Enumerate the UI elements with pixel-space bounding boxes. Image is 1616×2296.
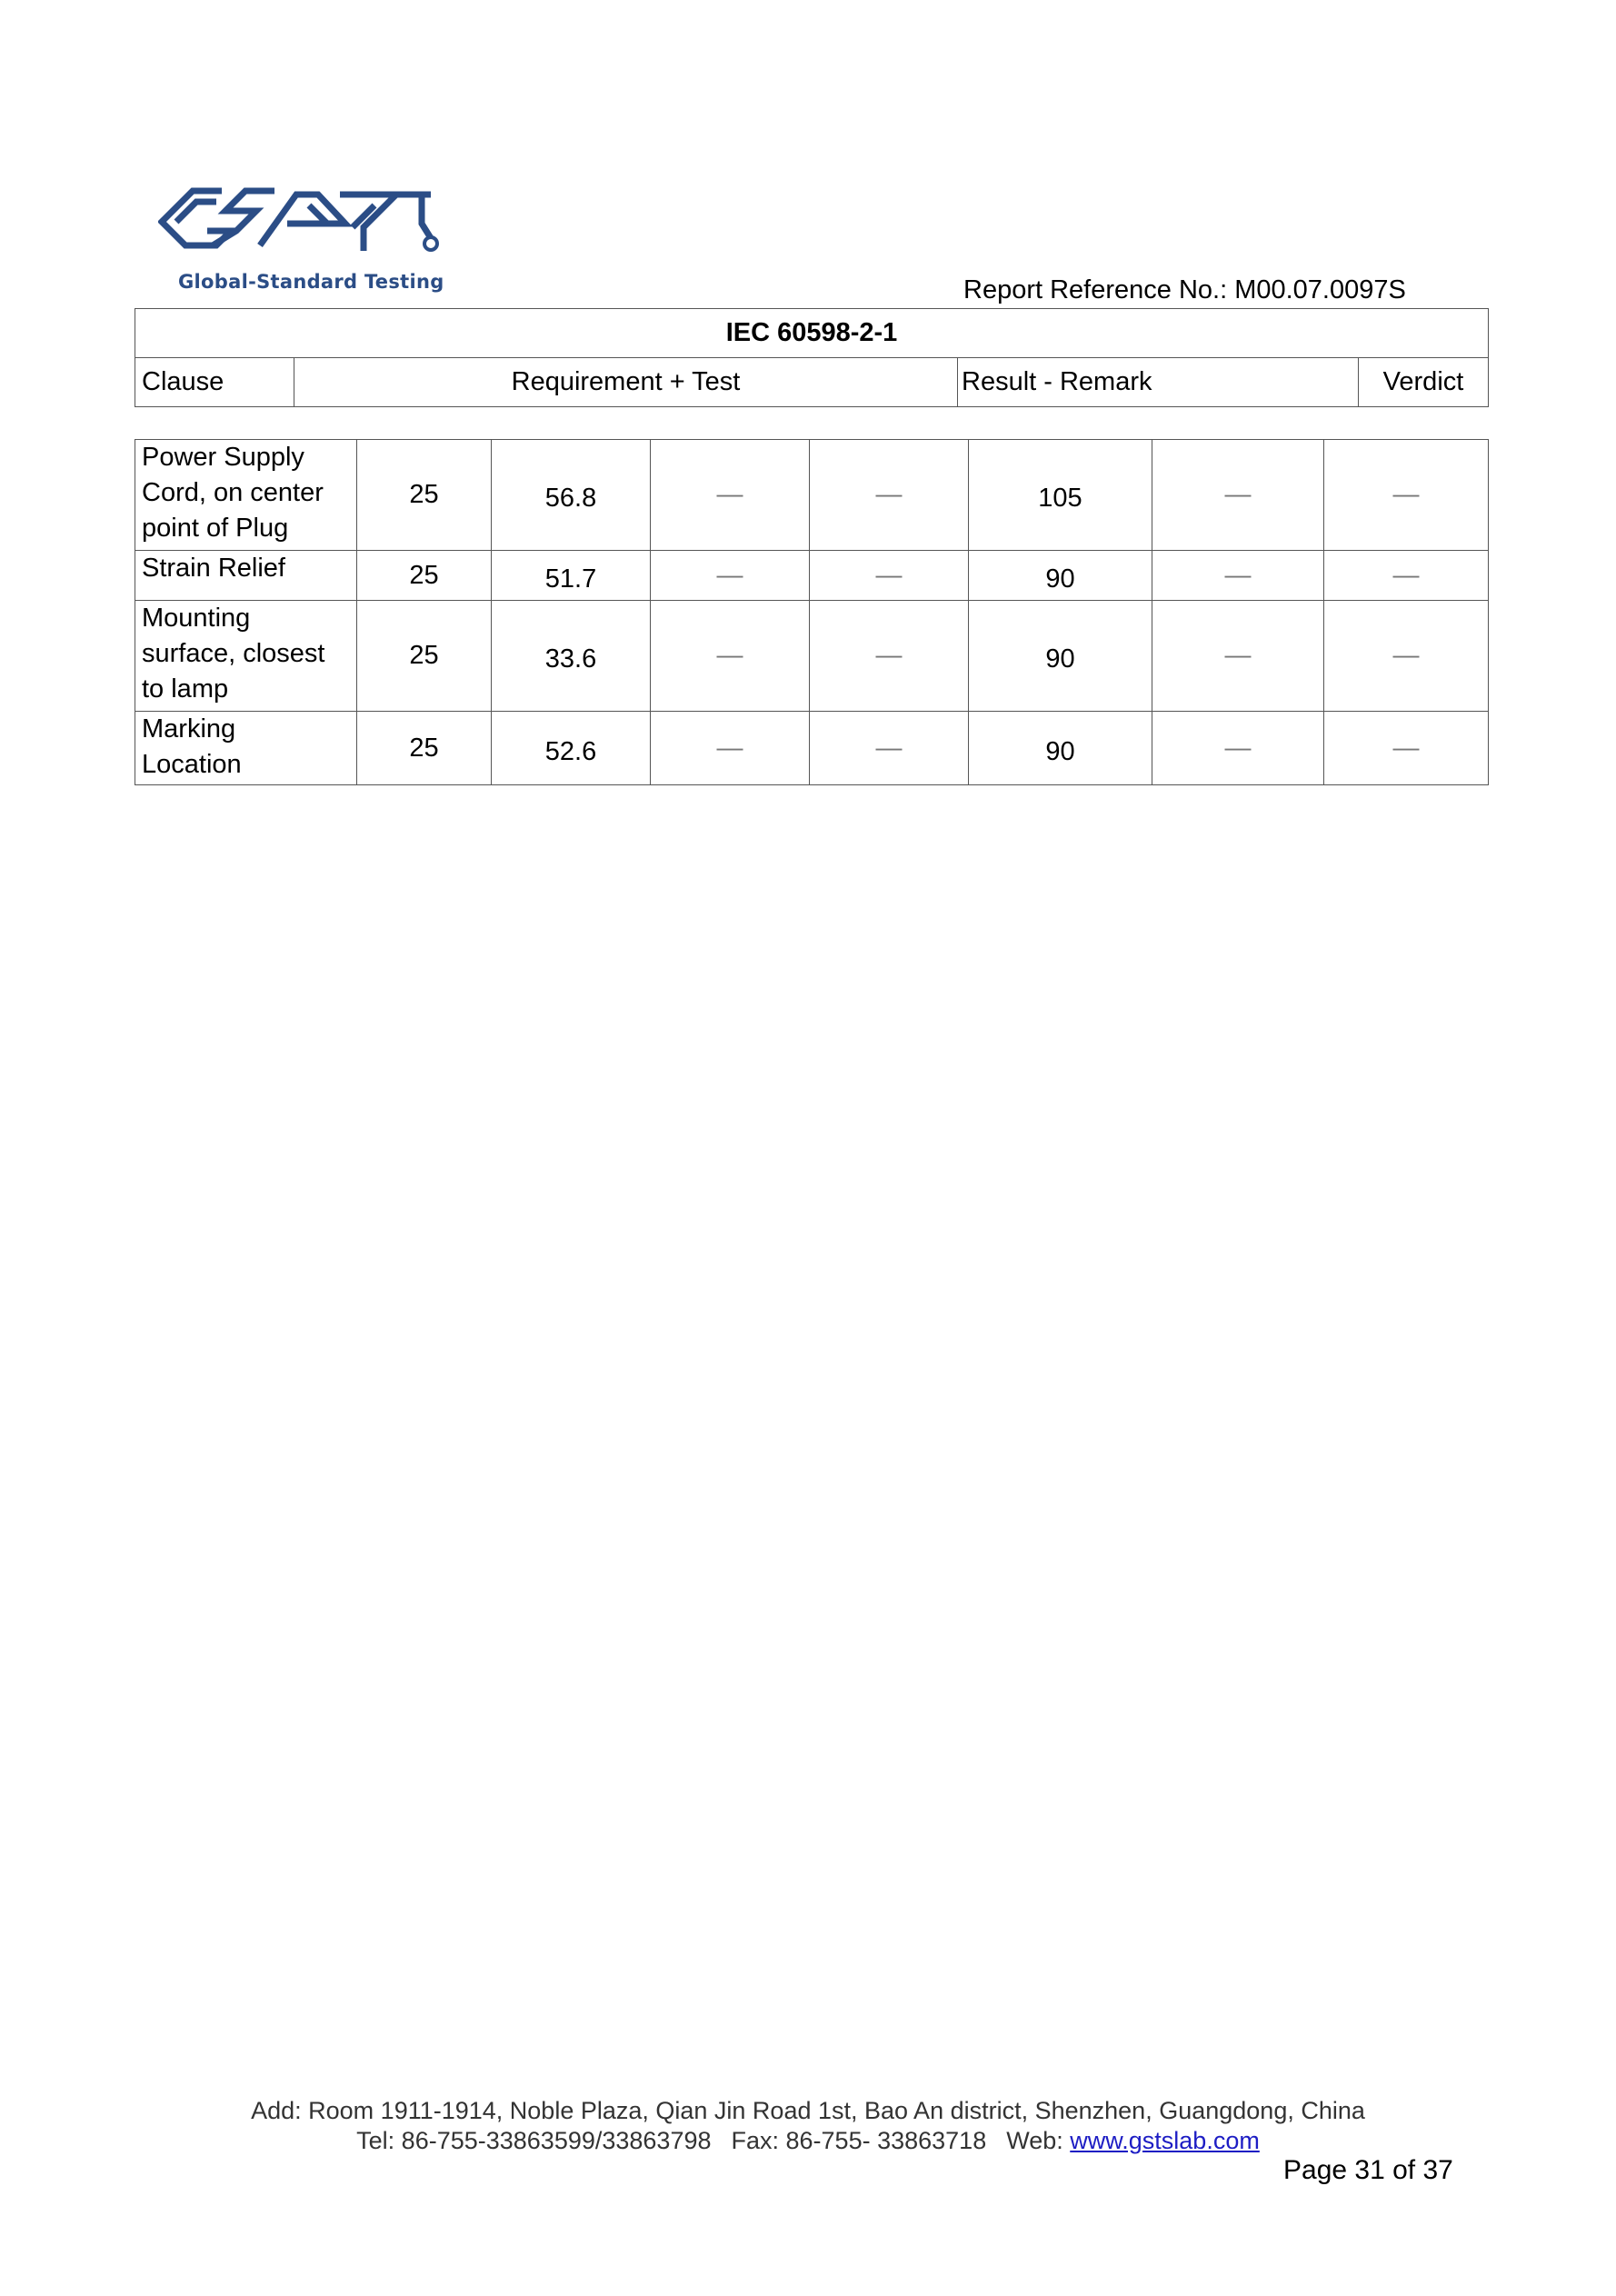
location-line: Location — [142, 750, 242, 779]
temperature-table — [135, 439, 1489, 785]
empty-value-cell: — — [810, 551, 969, 601]
value-cell: 51.7 — [492, 551, 651, 601]
value-cell: 25 — [357, 440, 492, 551]
limit-cell: 90 — [969, 712, 1152, 785]
empty-value-cell: — — [1152, 440, 1324, 551]
column-header-requirement: Requirement + Test — [294, 358, 958, 407]
report-reference: Report Reference No.: M00.07.0097S — [963, 275, 1406, 304]
footer-contact — [0, 2127, 1616, 2155]
empty-value-cell: — — [651, 551, 810, 601]
location-line: Power Supply — [142, 443, 304, 472]
empty-value-cell: — — [810, 712, 969, 785]
gst-logo-icon — [158, 187, 449, 278]
value-cell: 25 — [357, 551, 492, 601]
location-line: point of Plug — [142, 514, 289, 543]
standard-header-table — [135, 308, 1489, 407]
column-header-clause: Clause — [135, 358, 294, 407]
footer-tel: Tel: 86-755-33863599/33863798 — [356, 2127, 712, 2154]
limit-cell: 105 — [969, 440, 1152, 551]
value-cell: 25 — [357, 712, 492, 785]
value-cell: 56.8 — [492, 440, 651, 551]
table-row — [135, 440, 1489, 551]
location-line: surface, closest — [142, 639, 325, 668]
empty-value-cell: — — [1324, 440, 1489, 551]
limit-cell: 90 — [969, 601, 1152, 712]
location-line: Mounting — [142, 604, 251, 633]
location-cell — [135, 601, 357, 712]
location-line: Marking — [142, 714, 236, 744]
table-row — [135, 551, 1489, 601]
value-cell: 52.6 — [492, 712, 651, 785]
page-number: Page 31 of 37 — [1283, 2155, 1453, 2185]
empty-value-cell: — — [1324, 712, 1489, 785]
column-header-verdict: Verdict — [1359, 358, 1489, 407]
website-link[interactable]: www.gstslab.com — [1070, 2127, 1260, 2154]
empty-value-cell: — — [810, 601, 969, 712]
empty-value-cell: — — [1152, 712, 1324, 785]
location-line: Cord, on center — [142, 478, 324, 507]
company-logo — [158, 187, 449, 300]
location-line: Strain Relief — [142, 554, 285, 583]
footer-address: Add: Room 1911-1914, Noble Plaza, Qian Jin Road 1st, Bao An district, Shenzhen, Guangdong, China — [251, 2097, 1365, 2124]
empty-value-cell: — — [1152, 601, 1324, 712]
empty-value-cell: — — [651, 440, 810, 551]
empty-value-cell: — — [651, 601, 810, 712]
table-row — [135, 601, 1489, 712]
location-cell — [135, 551, 357, 601]
value-cell: 25 — [357, 601, 492, 712]
empty-value-cell: — — [1324, 601, 1489, 712]
value-cell: 33.6 — [492, 601, 651, 712]
empty-value-cell: — — [1324, 551, 1489, 601]
column-header-row — [135, 358, 1489, 407]
footer-web-label: Web: — [1006, 2127, 1063, 2154]
location-line: to lamp — [142, 674, 229, 704]
column-header-result: Result - Remark — [958, 358, 1359, 407]
logo-caption: Global-Standard Testing — [178, 271, 444, 293]
empty-value-cell: — — [1152, 551, 1324, 601]
location-cell — [135, 712, 357, 785]
footer-fax: Fax: 86-755- 33863718 — [731, 2127, 987, 2154]
standard-title: IEC 60598-2-1 — [135, 309, 1489, 358]
empty-value-cell: — — [651, 712, 810, 785]
limit-cell: 90 — [969, 551, 1152, 601]
table-row — [135, 712, 1489, 785]
location-cell — [135, 440, 357, 551]
empty-value-cell: — — [810, 440, 969, 551]
